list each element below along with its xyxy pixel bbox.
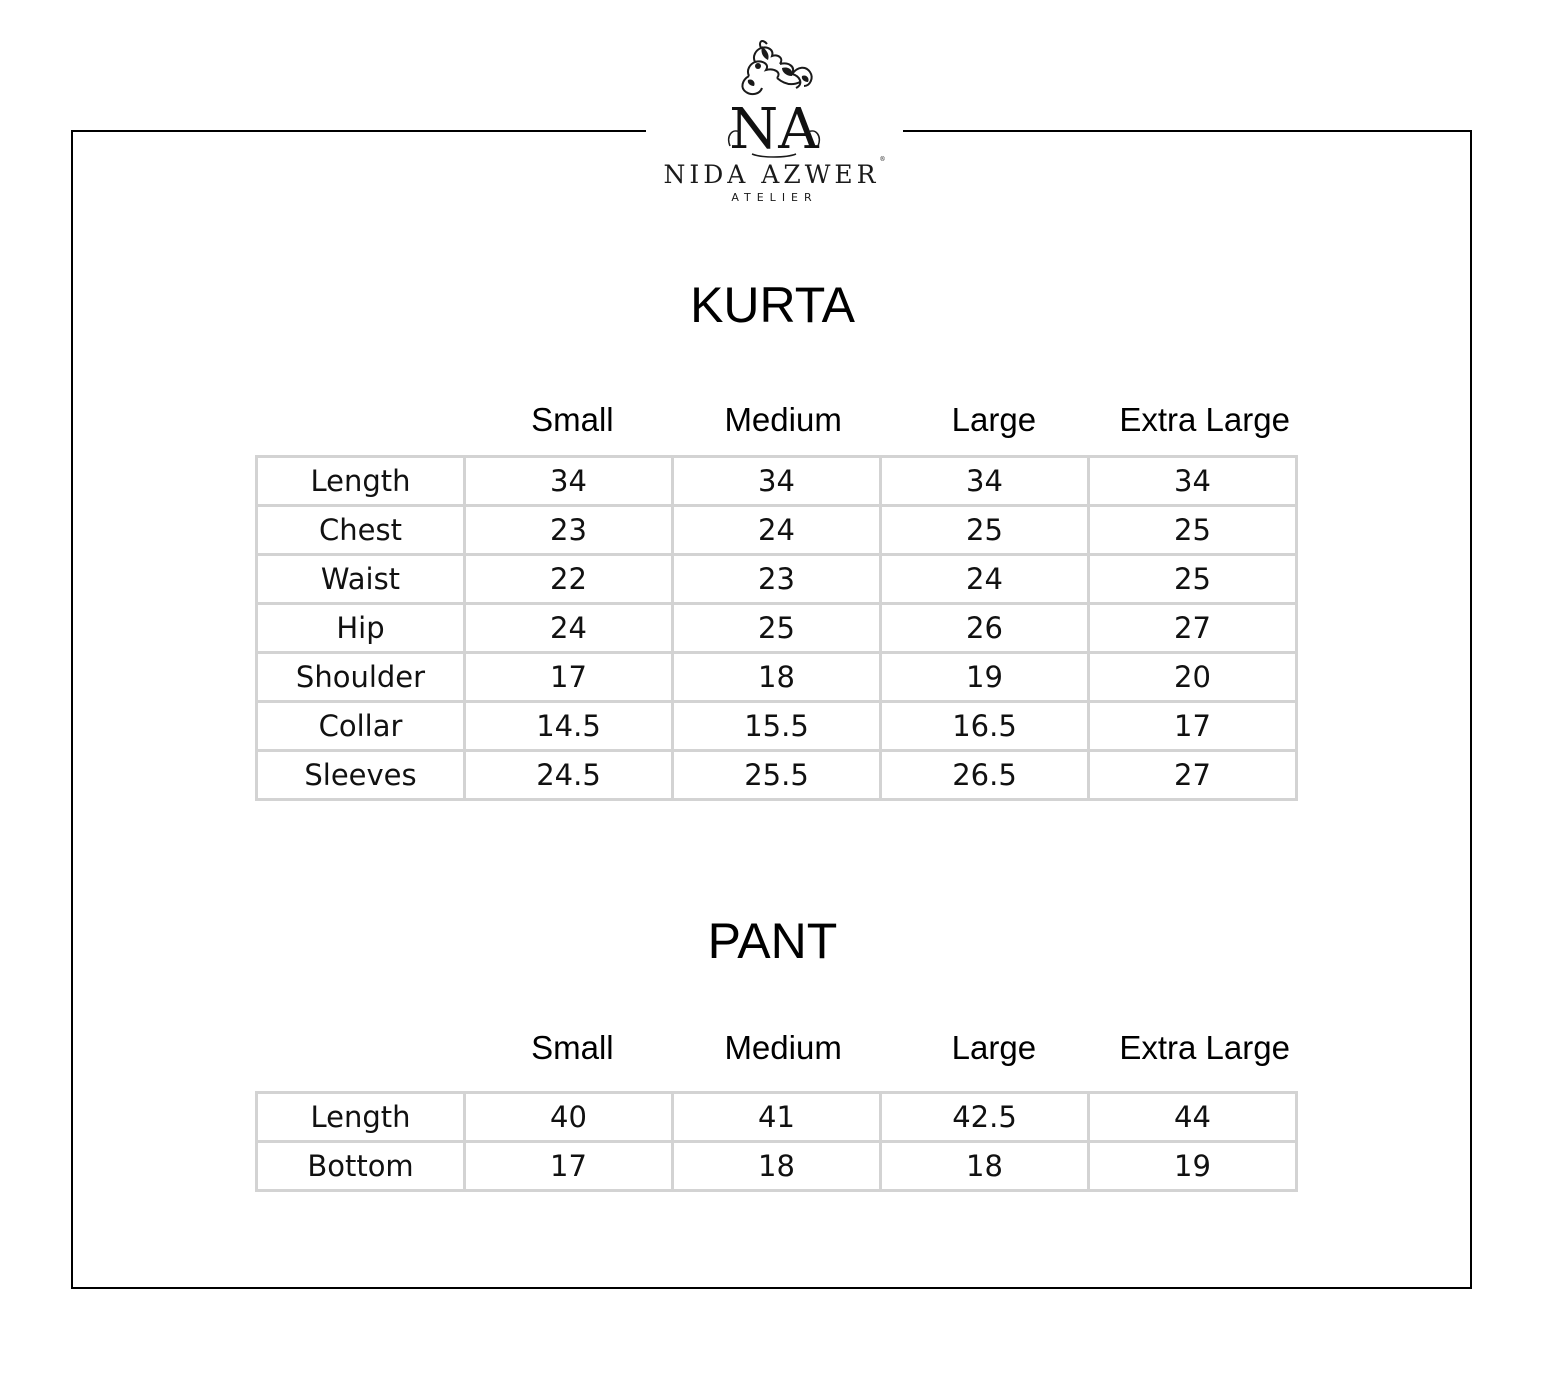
table-cell: 24 bbox=[673, 506, 881, 555]
brand-subtitle: ATELIER bbox=[731, 191, 818, 204]
kurta-size-medium: Medium bbox=[724, 401, 842, 438]
table-cell: 23 bbox=[673, 555, 881, 604]
table-cell: 27 bbox=[1089, 604, 1297, 653]
table-cell: 23 bbox=[465, 506, 673, 555]
kurta-size-table bbox=[255, 455, 1298, 801]
table-cell: 14.5 bbox=[465, 702, 673, 751]
table-cell: 16.5 bbox=[881, 702, 1089, 751]
table-cell: 22 bbox=[465, 555, 673, 604]
table-cell: 15.5 bbox=[673, 702, 881, 751]
row-label: Length bbox=[257, 457, 465, 506]
table-cell: 19 bbox=[1089, 1142, 1297, 1191]
table-row bbox=[257, 604, 1297, 653]
table-cell: 17 bbox=[465, 1142, 673, 1191]
pant-size-small: Small bbox=[531, 1029, 614, 1066]
table-cell: 25 bbox=[1089, 555, 1297, 604]
table-cell: 26 bbox=[881, 604, 1089, 653]
kurta-size-extra-large: Extra Large bbox=[1119, 401, 1290, 438]
table-cell: 34 bbox=[465, 457, 673, 506]
monogram-text: NA bbox=[729, 97, 819, 161]
table-cell: 26.5 bbox=[881, 751, 1089, 800]
table-row bbox=[257, 506, 1297, 555]
row-label: Collar bbox=[257, 702, 465, 751]
row-label: Bottom bbox=[257, 1142, 465, 1191]
table-cell: 34 bbox=[881, 457, 1089, 506]
table-cell: 41 bbox=[673, 1093, 881, 1142]
table-cell: 42.5 bbox=[881, 1093, 1089, 1142]
row-label: Sleeves bbox=[257, 751, 465, 800]
table-cell: 24 bbox=[881, 555, 1089, 604]
table-cell: 24.5 bbox=[465, 751, 673, 800]
row-label: Shoulder bbox=[257, 653, 465, 702]
table-cell: 25.5 bbox=[673, 751, 881, 800]
brand-name-text: NIDA AZWER bbox=[663, 160, 880, 189]
table-cell: 34 bbox=[673, 457, 881, 506]
kurta-size-header bbox=[467, 400, 1310, 440]
pant-size-medium: Medium bbox=[724, 1029, 842, 1066]
table-cell: 18 bbox=[673, 653, 881, 702]
table-row bbox=[257, 702, 1297, 751]
brand-name bbox=[646, 156, 903, 189]
table-row bbox=[257, 555, 1297, 604]
table-cell: 34 bbox=[1089, 457, 1297, 506]
table-cell: 27 bbox=[1089, 751, 1297, 800]
table-row bbox=[257, 1093, 1297, 1142]
table-cell: 25 bbox=[673, 604, 881, 653]
pant-size-header bbox=[467, 1028, 1310, 1068]
registered-mark: ® bbox=[879, 156, 886, 163]
brand-logo bbox=[646, 36, 903, 211]
row-label: Waist bbox=[257, 555, 465, 604]
pant-title: PANT bbox=[707, 913, 838, 969]
table-cell: 25 bbox=[1089, 506, 1297, 555]
table-cell: 20 bbox=[1089, 653, 1297, 702]
table-row bbox=[257, 457, 1297, 506]
pant-size-extra-large: Extra Large bbox=[1119, 1029, 1290, 1066]
pant-size-table bbox=[255, 1091, 1298, 1192]
table-cell: 19 bbox=[881, 653, 1089, 702]
table-cell: 44 bbox=[1089, 1093, 1297, 1142]
table-cell: 24 bbox=[465, 604, 673, 653]
table-cell: 17 bbox=[1089, 702, 1297, 751]
row-label: Hip bbox=[257, 604, 465, 653]
table-row bbox=[257, 1142, 1297, 1191]
pant-size-large: Large bbox=[951, 1029, 1037, 1066]
table-row bbox=[257, 653, 1297, 702]
row-label: Length bbox=[257, 1093, 465, 1142]
table-cell: 17 bbox=[465, 653, 673, 702]
table-cell: 40 bbox=[465, 1093, 673, 1142]
table-row bbox=[257, 751, 1297, 800]
table-cell: 18 bbox=[881, 1142, 1089, 1191]
row-label: Chest bbox=[257, 506, 465, 555]
table-cell: 25 bbox=[881, 506, 1089, 555]
table-cell: 18 bbox=[673, 1142, 881, 1191]
kurta-size-small: Small bbox=[531, 401, 614, 438]
kurta-title: KURTA bbox=[690, 277, 855, 333]
monogram-logo-icon bbox=[722, 36, 827, 161]
kurta-size-large: Large bbox=[951, 401, 1037, 438]
